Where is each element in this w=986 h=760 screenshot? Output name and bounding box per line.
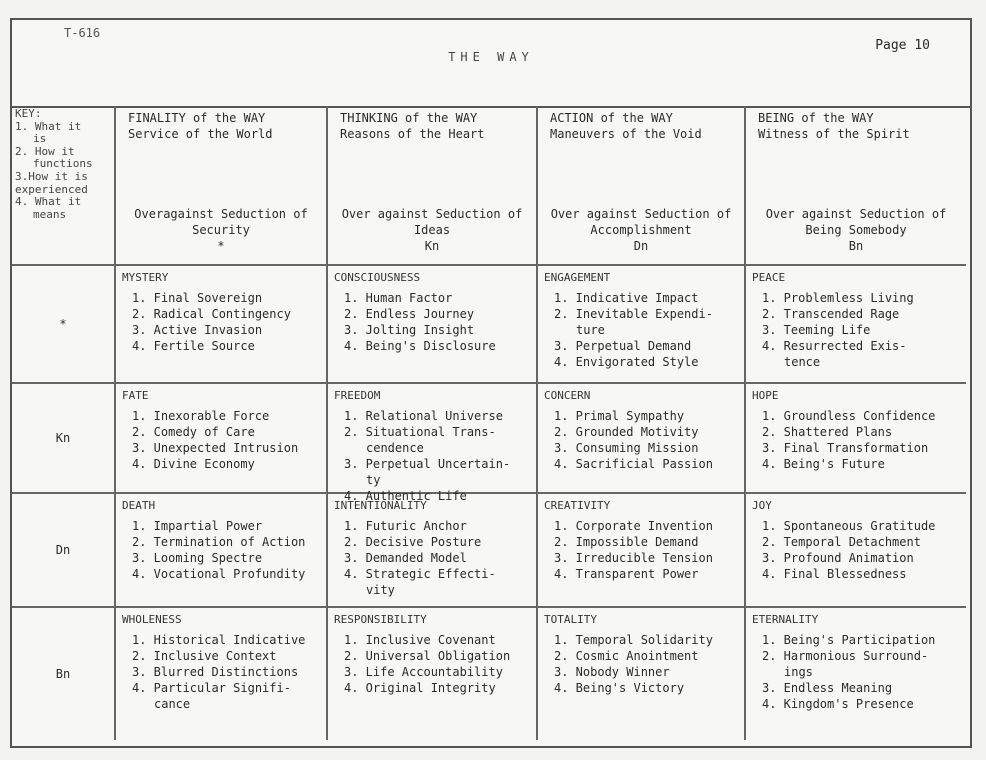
list-item: 1. Inexorable Force [132, 409, 270, 423]
cell-theme: DEATH [122, 499, 156, 512]
grid-cell [328, 608, 538, 740]
column-mark: * [217, 239, 225, 253]
column-header-action [538, 106, 746, 266]
grid-cell [116, 494, 328, 608]
list-item: 2. Universal Obligation [344, 649, 511, 663]
cell-theme: CONSCIOUSNESS [334, 271, 421, 284]
list-item: 1. Spontaneous Gratitude [762, 519, 936, 533]
key-line: KEY: [15, 107, 42, 120]
cell-theme: ETERNALITY [752, 613, 819, 626]
grid-cell [538, 608, 746, 740]
list-item: 4. Sacrificial Passion [554, 457, 713, 471]
list-item: 3. Final Transformation [762, 441, 929, 455]
row-label: Kn [12, 384, 116, 494]
list-item: 1. Inclusive Covenant [344, 633, 496, 647]
item-list [752, 518, 960, 582]
list-item: 3. Active Invasion [132, 323, 263, 337]
item-list [544, 632, 738, 696]
cell-theme: MYSTERY [122, 271, 169, 284]
list-item: 3. Perpetual Uncertain- [344, 457, 511, 471]
list-item: 2. Grounded Motivity [554, 425, 699, 439]
grid-cell [538, 494, 746, 608]
item-list [752, 290, 960, 370]
list-item: 3. Consuming Mission [554, 441, 699, 455]
list-item: 3. Life Accountability [344, 665, 503, 679]
grid-cell [746, 384, 966, 494]
list-item: 1. Final Sovereign [132, 291, 263, 305]
grid-cell [746, 608, 966, 740]
list-item: 2. Transcended Rage [762, 307, 900, 321]
cell-theme: FREEDOM [334, 389, 381, 402]
column-subtitle: Witness of the Spirit [758, 127, 910, 141]
list-item: 2. Impossible Demand [554, 535, 699, 549]
column-subtitle: Service of the World [128, 127, 273, 141]
list-item: 3. Demanded Model [344, 551, 467, 565]
list-item: 4. Divine Economy [132, 457, 255, 471]
list-item: 4. Being's Victory [554, 681, 685, 695]
list-item: tence [784, 355, 821, 369]
column-title: FINALITY of the WAY [128, 111, 266, 125]
column-title: BEING of the WAY [758, 111, 874, 125]
list-item: 1. Relational Universe [344, 409, 503, 423]
row-label: Dn [12, 494, 116, 608]
list-item: 1. Primal Sympathy [554, 409, 685, 423]
column-header-finality [116, 106, 328, 266]
list-item: 2. Inclusive Context [132, 649, 277, 663]
key-line: 2. How it [15, 144, 75, 158]
column-mark: Bn [848, 239, 864, 253]
item-list [752, 408, 960, 472]
item-list [544, 518, 738, 582]
column-seduction: Overagainst Seduction of Security [134, 207, 308, 237]
list-item: 1. Being's Participation [762, 633, 936, 647]
row-label: Bn [12, 608, 116, 740]
key-line: means [33, 207, 67, 221]
grid-cell [328, 494, 538, 608]
list-item: 1. Indicative Impact [554, 291, 699, 305]
list-item: 4. Vocational Profundity [132, 567, 306, 581]
list-item: 4. Resurrected Exis- [762, 339, 907, 353]
list-item: 3. Jolting Insight [344, 323, 475, 337]
list-item: 1. Human Factor [344, 291, 453, 305]
list-item: 3. Irreducible Tension [554, 551, 713, 565]
column-header-being [746, 106, 966, 266]
grid-cell [116, 608, 328, 740]
list-item: 3. Looming Spectre [132, 551, 263, 565]
list-item: 1. Corporate Invention [554, 519, 713, 533]
list-item: 2. Decisive Posture [344, 535, 482, 549]
cell-theme: PEACE [752, 271, 786, 284]
cell-theme: CREATIVITY [544, 499, 611, 512]
list-item: 4. Envigorated Style [554, 355, 699, 369]
grid-cell [746, 494, 966, 608]
document-code: T-616 [64, 26, 101, 40]
cell-theme: FATE [122, 389, 149, 402]
key-line: is [33, 132, 47, 146]
document-title: THE WAY [448, 50, 534, 64]
cell-theme: ENGAGEMENT [544, 271, 611, 284]
key-cell [12, 106, 116, 266]
list-item: cance [154, 697, 191, 711]
list-item: 4. Original Integrity [344, 681, 496, 695]
column-subtitle: Maneuvers of the Void [550, 127, 702, 141]
list-item: 1. Problemless Living [762, 291, 914, 305]
way-grid [12, 106, 966, 740]
list-item: 3. Profound Animation [762, 551, 914, 565]
list-item: 2. Cosmic Anointment [554, 649, 699, 663]
key-line: experienced [15, 182, 88, 196]
key-line: 4. What it [15, 195, 82, 209]
list-item: 2. Situational Trans- [344, 425, 496, 439]
list-item: 4. Kingdom's Presence [762, 697, 914, 711]
document-page [10, 18, 972, 748]
list-item: 4. Being's Disclosure [344, 339, 496, 353]
key-line: 3.How it is [15, 169, 88, 183]
list-item: 1. Temporal Solidarity [554, 633, 713, 647]
column-seduction: Over against Seduction of Ideas [341, 207, 523, 237]
list-item: ings [784, 665, 813, 679]
item-list [122, 408, 320, 472]
item-list [334, 518, 530, 598]
column-title: ACTION of the WAY [550, 111, 673, 125]
column-mark: Dn [633, 239, 649, 253]
list-item: 2. Termination of Action [132, 535, 306, 549]
page-header [12, 20, 970, 108]
list-item: 2. Inevitable Expendi- [554, 307, 713, 321]
grid-cell [328, 266, 538, 384]
grid-cell [746, 266, 966, 384]
grid-cell [116, 384, 328, 494]
item-list [122, 290, 320, 354]
list-item: 1. Futuric Anchor [344, 519, 467, 533]
cell-theme: WHOLENESS [122, 613, 182, 626]
list-item: 3. Unexpected Intrusion [132, 441, 299, 455]
list-item: 2. Temporal Detachment [762, 535, 921, 549]
column-subtitle: Reasons of the Heart [340, 127, 485, 141]
item-list [544, 408, 738, 472]
list-item: ty [366, 473, 381, 487]
list-item: 4. Strategic Effecti- [344, 567, 496, 581]
list-item: 3. Teeming Life [762, 323, 871, 337]
list-item: 2. Harmonious Surround- [762, 649, 929, 663]
list-item: 3. Perpetual Demand [554, 339, 692, 353]
list-item: 3. Endless Meaning [762, 681, 893, 695]
cell-theme: TOTALITY [544, 613, 597, 626]
column-seduction: Over against Seduction of Accomplishment [550, 207, 732, 237]
list-item: 4. Transparent Power [554, 567, 699, 581]
list-item: vity [366, 583, 395, 597]
list-item: ture [576, 323, 605, 337]
key-line: 1. What it [15, 119, 82, 133]
item-list [334, 408, 530, 504]
list-item: 4. Authentic Life [344, 489, 467, 503]
list-item: 4. Being's Future [762, 457, 885, 471]
item-list [122, 518, 320, 582]
list-item: 4. Particular Signifi- [132, 681, 291, 695]
column-title: THINKING of the WAY [340, 111, 478, 125]
column-header-thinking [328, 106, 538, 266]
grid-cell [328, 384, 538, 503]
grid-cell [116, 266, 328, 384]
list-item: 3. Nobody Winner [554, 665, 670, 679]
list-item: 3. Blurred Distinctions [132, 665, 299, 679]
key-line: functions [33, 157, 93, 171]
cell-theme: JOY [752, 499, 772, 512]
cell-theme: CONCERN [544, 389, 591, 402]
page-number: Page 10 [875, 38, 930, 53]
column-seduction: Over against Seduction of Being Somebody [765, 207, 947, 237]
item-list [544, 290, 738, 370]
cell-theme: HOPE [752, 389, 779, 402]
list-item: 1. Impartial Power [132, 519, 263, 533]
list-item: 4. Fertile Source [132, 339, 255, 353]
item-list [122, 632, 320, 712]
row-label: * [12, 266, 116, 384]
list-item: cendence [366, 441, 424, 455]
item-list [752, 632, 960, 712]
column-mark: Kn [424, 239, 440, 253]
list-item: 2. Comedy of Care [132, 425, 255, 439]
item-list [334, 290, 530, 354]
item-list [334, 632, 530, 696]
list-item: 2. Shattered Plans [762, 425, 893, 439]
list-item: 1. Historical Indicative [132, 633, 306, 647]
list-item: 2. Endless Journey [344, 307, 475, 321]
cell-theme: RESPONSIBILITY [334, 613, 427, 626]
grid-cell [538, 384, 746, 494]
list-item: 1. Groundless Confidence [762, 409, 936, 423]
cell-theme: INTENTIONALITY [334, 499, 427, 512]
list-item: 2. Radical Contingency [132, 307, 291, 321]
grid-cell [538, 266, 746, 384]
list-item: 4. Final Blessedness [762, 567, 907, 581]
